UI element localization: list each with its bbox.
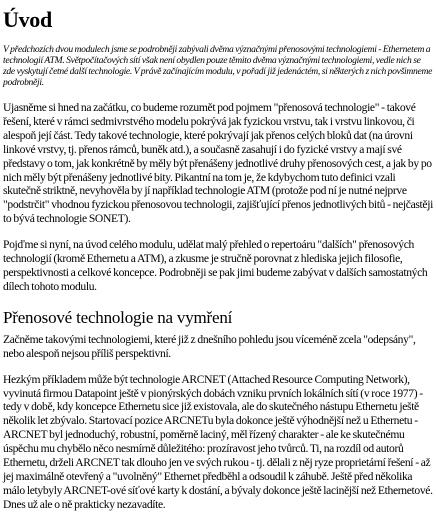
body-paragraph-1: Ujasněme si hned na začátku, co budeme rozumět pod pojmem "přenosová technologie" - takové řešení, které v rámci sedmivrstvého modelu pokrývá jak fyzickou vrstvu, tak i vrstvu linkovou, či alespoň její část. Tedy takové technologie, které pokrývají jak přenos celých bloků dat (na úrovni linkové vrstvy, tj. přenos rámců, buněk atd.), a současně zasahují i do fyzické vrstvy a mají své představy o tom, jak konkrétně by měly být přenášeny jednotlivé druhy přenosových cest, a jak by po nich měly být přenášeny jednotlivé bity. Pikantní na tom je, že kdybychom tuto definici vzali skutečně striktně, nevyhověla by jí například technologie ATM (protože pod ní je nutné nejprve "podstrčit" vhodnou fyzickou přenosovou technologii, zajišťující přenos jednotlivých bitů - nejčastěji to bývá technologie SONET). [3, 101, 433, 226]
body-paragraph-2: Pojďme si nyní, na úvod celého modulu, udělat malý přehled o repertoáru "dalších" přenosových technologií (kromě Ethernetu a ATM), a zkusme je stručně porovnat z hlediska jejich filosofie, perspektivnosti a celkové koncepce. Podrobněji se pak jimi budeme zabývat v dalších samostatných dílech tohoto modulu. [3, 238, 428, 293]
section-heading: Přenosové technologie na vymření [3, 307, 233, 327]
section-paragraph-2: Hezkým příkladem může být technologie ARCNET (Attached Resource Computing Network), vyvinutá firmou Datapoint ještě v pionýrských dobách vzniku prvních lokálních sítí (v roce 1977) - tedy v době, kdy koncepce Ethernetu sice již existovala, ale do skutečného nástupu Ethernetu ještě několik let zbývalo. Startovací pozice ARCNETu byla dokonce ještě výhodnější než u Ethernetu - ARCNET byl jednoduchý, robustní, poměrně laciný, měl řízený charakter - ale ke skutečnému úspěchu mu chybělo něco nesmírně důležitého: prozíravost jeho tvůrců. Ti, na rozdíl od autorů Ethernetu, drželi ARCNET tak dlouho jen ve svých rukou - tj. dělali z něj ryze proprietární řešení - až jej maximálně otevřený a "uvolněný" Ethernet předběhl a odsoudil k záhubě. Ještě před několika málo letybyly ARCNET-ové síťové karty k dostání, a bývaly dokonce ještě lacinější než Ethernetové. Dnes už ale o ně prakticky nezavadíte. [3, 372, 433, 511]
section-paragraph-1: Začněme takovými technologiemi, které již z dnešního pohledu jsou víceméně zcela "odepsány", nebo alespoň nejsou příliš perspektivní. [3, 332, 416, 360]
intro-paragraph: V předchozích dvou modulech jsme se podrobněji zabývali dvěma význačnými přenosovými technologiemi - Ethernetem a technologií ATM. Světpočítačových sítí však není obydlen pouze těmito dvěma význačnými technologiemi, vedle nich se zde vyskytují četné další technologie. V právě začínajícím modulu, v pořadí již jedenáctém, si některých z nich povšimneme podrobněji. [3, 44, 433, 88]
page-title: Úvod [3, 7, 52, 32]
